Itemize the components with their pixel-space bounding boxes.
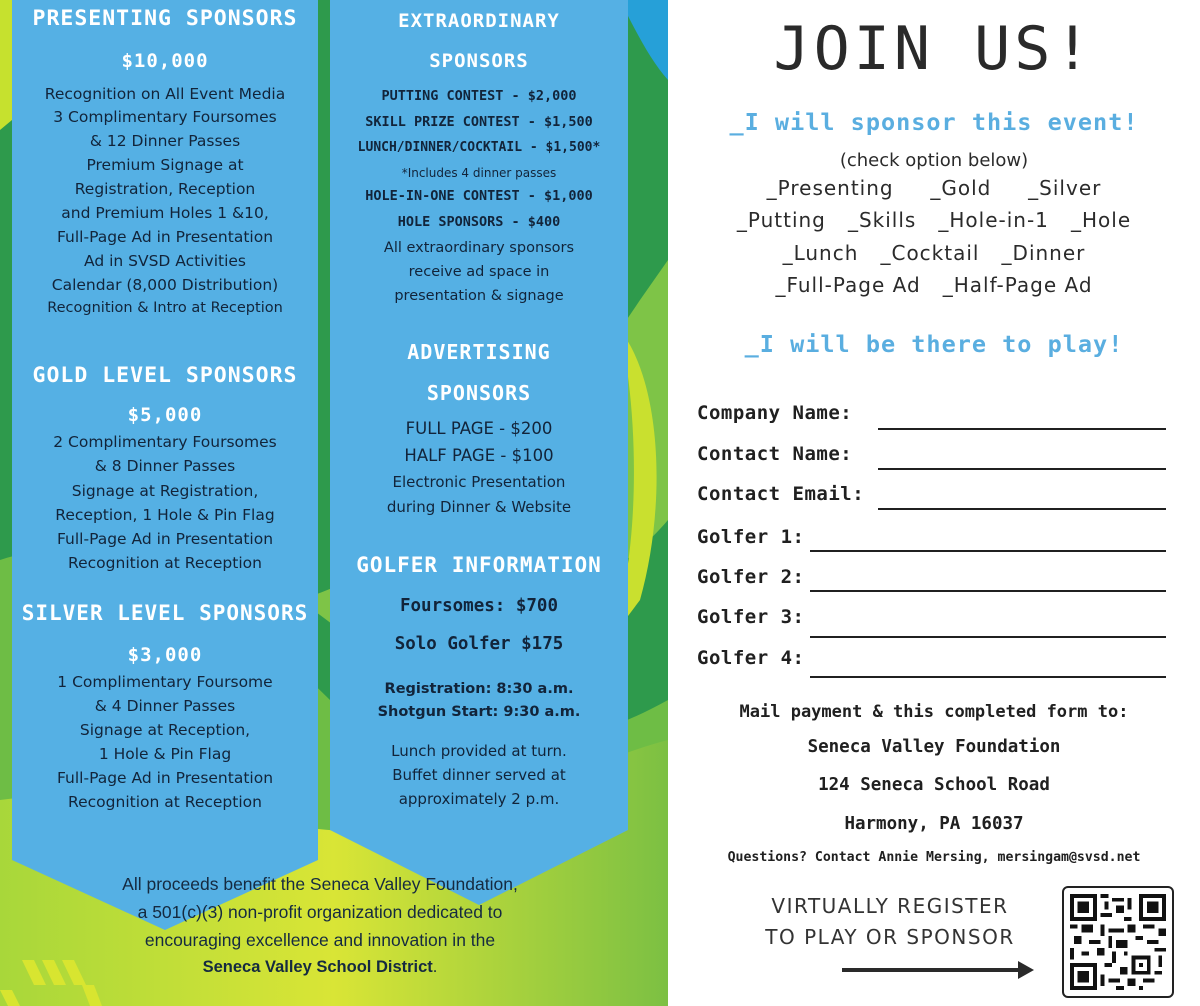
- gold-line: 2 Complimentary Foursomes: [53, 433, 277, 451]
- lunch-line: Buffet dinner served at: [392, 766, 566, 784]
- gold-line: Recognition at Reception: [68, 554, 262, 572]
- arrow-right-icon: [840, 958, 1036, 982]
- sponsor-options-row[interactable]: _Putting _Skills _Hole-in-1 _Hole: [736, 208, 1132, 232]
- gold-amount: $5,000: [127, 404, 203, 426]
- sponsor-options-row[interactable]: _Full-Page Ad _Half-Page Ad: [775, 273, 1093, 297]
- shotgun-time: Shotgun Start: 9:30 a.m.: [377, 704, 581, 720]
- join-us-title: JOIN US!: [773, 14, 1095, 84]
- presenting-line: Ad in SVSD Activities: [83, 252, 246, 270]
- company-name-label: Company Name:: [697, 402, 853, 424]
- district-name: Seneca Valley School District: [202, 958, 433, 976]
- presenting-line: Recognition on All Event Media: [44, 85, 286, 103]
- silver-line: Recognition at Reception: [68, 793, 262, 811]
- presenting-title: PRESENTING SPONSORS: [32, 6, 298, 31]
- gold-title: GOLD LEVEL SPONSORS: [32, 363, 298, 388]
- footer-district: [40, 958, 600, 977]
- silver-line: & 4 Dinner Passes: [94, 697, 236, 715]
- district-period: .: [432, 958, 438, 976]
- presenting-line: & 12 Dinner Passes: [89, 132, 241, 150]
- silver-amount: $3,000: [127, 644, 203, 666]
- presenting-line: Premium Signage at: [86, 156, 244, 174]
- virtual-register-line: VIRTUALLY REGISTER: [771, 894, 1009, 918]
- silver-line: Signage at Reception,: [79, 721, 251, 739]
- extraordinary-note: receive ad space in: [408, 264, 550, 280]
- virtual-register-line: TO PLAY OR SPONSOR: [765, 925, 1015, 949]
- extraordinary-title: EXTRAORDINARY: [398, 10, 560, 32]
- sponsor-levels-banner: [12, 0, 318, 840]
- presenting-line: Registration, Reception: [74, 180, 256, 198]
- advertising-title: SPONSORS: [426, 381, 532, 405]
- address-line: Harmony, PA 16037: [844, 814, 1024, 834]
- lunch-line: approximately 2 p.m.: [398, 790, 560, 808]
- golfer-1-field[interactable]: [810, 550, 1166, 552]
- extraordinary-item: LUNCH/DINNER/COCKTAIL - $1,500*: [357, 140, 601, 155]
- sponsor-checkbox-label[interactable]: _I will sponsor this event!: [729, 108, 1139, 136]
- qr-code-icon[interactable]: [1062, 886, 1174, 998]
- lunch-line: Lunch provided at turn.: [391, 742, 567, 760]
- presenting-line: Full-Page Ad in Presentation: [56, 228, 274, 246]
- advertising-line: HALF PAGE - $100: [404, 446, 554, 465]
- golfer-3-field[interactable]: [810, 636, 1166, 638]
- advertising-line: FULL PAGE - $200: [405, 419, 553, 438]
- contact-name-field[interactable]: [878, 468, 1166, 470]
- gold-line: Full-Page Ad in Presentation: [56, 530, 274, 548]
- gold-line: & 8 Dinner Passes: [94, 457, 236, 475]
- golfer-4-label: Golfer 4:: [697, 647, 805, 669]
- presenting-line: Recognition & Intro at Reception: [47, 300, 283, 316]
- footer-line: encouraging excellence and innovation in the: [144, 930, 496, 950]
- silver-line: 1 Complimentary Foursome: [57, 673, 273, 691]
- questions-contact[interactable]: Questions? Contact Annie Mersing, mersingam@svsd.net: [727, 850, 1141, 865]
- gold-line: Reception, 1 Hole & Pin Flag: [55, 506, 275, 524]
- contact-name-label: Contact Name:: [697, 443, 853, 465]
- golfer-2-label: Golfer 2:: [697, 566, 805, 588]
- golfer-3-label: Golfer 3:: [697, 606, 805, 628]
- sponsor-options-row[interactable]: _Lunch _Cocktail _Dinner: [782, 241, 1086, 265]
- mail-heading: Mail payment & this completed form to:: [739, 702, 1129, 722]
- golfer-1-label: Golfer 1:: [697, 526, 805, 548]
- presenting-amount: $10,000: [121, 50, 209, 72]
- extraordinary-item: SKILL PRIZE CONTEST - $1,500: [365, 114, 593, 130]
- silver-line: Full-Page Ad in Presentation: [56, 769, 274, 787]
- extraordinary-note-small: *Includes 4 dinner passes: [401, 166, 557, 180]
- advertising-line: during Dinner & Website: [386, 498, 572, 516]
- extraordinary-title: SPONSORS: [429, 50, 529, 72]
- golfer-2-field[interactable]: [810, 590, 1166, 592]
- registration-time: Registration: 8:30 a.m.: [384, 681, 574, 697]
- advertising-line: Electronic Presentation: [392, 473, 566, 491]
- golfer-title: GOLFER INFORMATION: [356, 553, 602, 577]
- extraordinary-note: presentation & signage: [394, 288, 564, 304]
- presenting-line: Calendar (8,000 Distribution): [51, 276, 279, 294]
- silver-title: SILVER LEVEL SPONSORS: [21, 601, 309, 625]
- golfer-4-field[interactable]: [810, 676, 1166, 678]
- gold-line: Signage at Registration,: [71, 482, 259, 500]
- check-note: (check option below): [839, 150, 1029, 171]
- golfer-solo: Solo Golfer $175: [394, 634, 564, 654]
- extraordinary-item: HOLE SPONSORS - $400: [397, 214, 561, 230]
- silver-line: 1 Hole & Pin Flag: [98, 745, 232, 763]
- golfer-foursomes: Foursomes: $700: [399, 596, 559, 616]
- advertising-title: ADVERTISING: [407, 340, 551, 364]
- registration-form-panel: [668, 0, 1200, 1006]
- address-line: 124 Seneca School Road: [818, 775, 1050, 795]
- presenting-line: and Premium Holes 1 &10,: [61, 204, 269, 222]
- contact-email-label: Contact Email:: [697, 483, 865, 505]
- footer-line: a 501(c)(3) non-profit organization dedicated to: [137, 902, 503, 922]
- company-name-field[interactable]: [878, 428, 1166, 430]
- contact-email-field[interactable]: [878, 508, 1166, 510]
- footer-line: All proceeds benefit the Seneca Valley Foundation,: [122, 874, 518, 894]
- play-checkbox-label[interactable]: _I will be there to play!: [744, 330, 1124, 358]
- extraordinary-item: PUTTING CONTEST - $2,000: [381, 88, 577, 104]
- extraordinary-banner: [330, 0, 628, 818]
- extraordinary-item: HOLE-IN-ONE CONTEST - $1,000: [365, 188, 593, 204]
- sponsor-options-row[interactable]: _Presenting _Gold _Silver: [766, 176, 1102, 200]
- address-line: Seneca Valley Foundation: [807, 737, 1061, 757]
- extraordinary-note: All extraordinary sponsors: [383, 240, 575, 256]
- presenting-line: 3 Complimentary Foursomes: [53, 108, 277, 126]
